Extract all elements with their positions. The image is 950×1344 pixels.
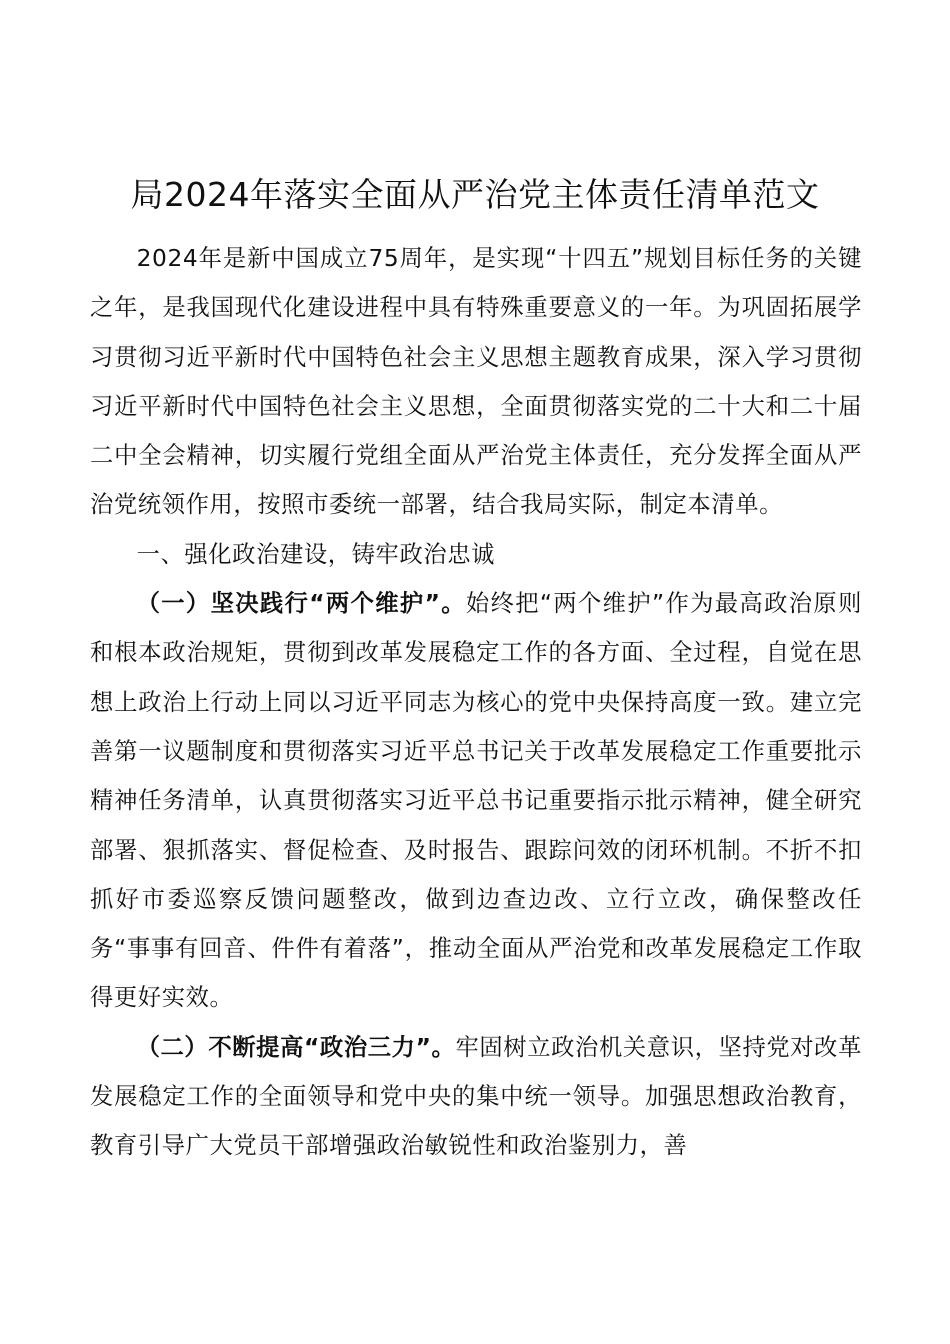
intro-paragraph: 2024年是新中国成立75周年，是实现“十四五”规划目标任务的关键之年，是我国现代化建设进程中具有特殊重要意义的一年。为巩固拓展学习贯彻习近平新时代中国特色社会主义思想主题教育成果，深入学习贯彻习近平新时代中国特色社会主义思想，全面贯彻落实党的二十大和二十届二中全会精神，切实履行党组全面从严治党主体责任，充分发挥全面从严治党统领作用，按照市委统一部署，结合我局实际，制定本清单。	[90, 245, 862, 519]
document-body	[90, 234, 862, 1171]
document-title: 局2024年落实全面从严治党主体责任清单范文	[130, 175, 820, 214]
item-1-paragraph	[90, 579, 862, 1023]
item-2-body: 牢固树立政治机关意识，坚持党对改革发展稳定工作的全面领导和党中央的集中统一领导。加强思想政治教育，教育引导广大党员干部增强政治敏锐性和政治鉴别力，善	[90, 1033, 862, 1160]
item-2-lead: （二）不断提高“政治三力”。	[136, 1033, 456, 1061]
item-1-lead: （一）坚决践行“两个维护”。	[136, 590, 466, 618]
section-heading: 一、强化政治建设，铸牢政治忠诚	[136, 540, 496, 568]
item-1-body: 始终把“两个维护”作为最高政治原则和根本政治规矩，贯彻到改革发展稳定工作的各方面、全过程，自觉在思想上政治上行动上同以习近平同志为核心的党中央保持高度一致。建立完善第一议题制度和贯彻落实习近平总书记关于改革发展稳定工作重要批示精神任务清单，认真贯彻落实习近平总书记重要指示批示精神，健全研究部署、狠抓落实、督促检查、及时报告、跟踪问效的闭环机制。不折不扣抓好市委巡察反馈问题整改，做到边查边改、立行立改，确保整改任务“事事有回音、件件有着落”，推动全面从严治党和改革发展稳定工作取得更好实效。	[90, 590, 862, 1012]
item-2-paragraph	[90, 1023, 862, 1171]
